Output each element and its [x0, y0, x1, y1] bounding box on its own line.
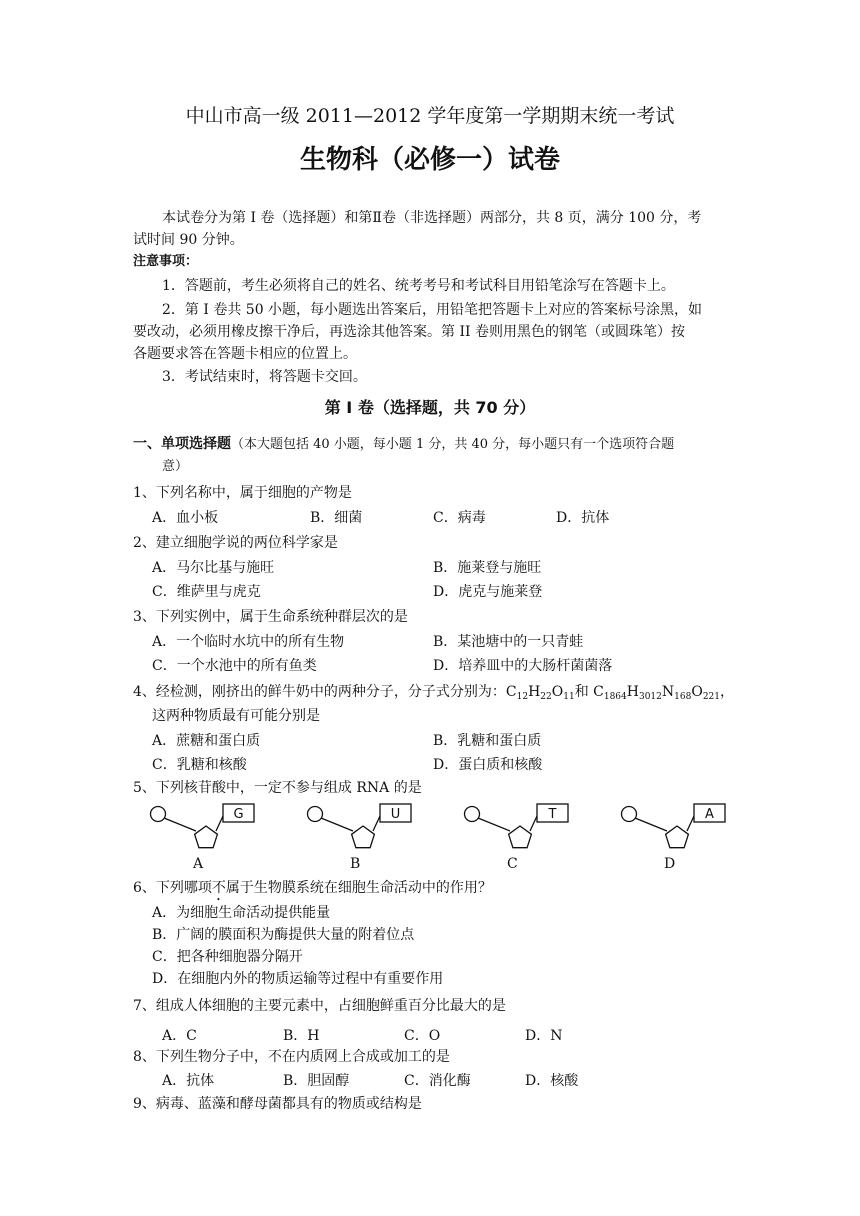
q4-option-b: B．乳糖和蛋白质	[433, 733, 542, 749]
sugar-pentagon	[509, 826, 532, 848]
q6-option-b: B．广阔的膜面积为酶提供大量的附着位点	[152, 927, 415, 943]
q7-option-c: C．O	[404, 1028, 441, 1044]
nucleotide-label-a: A	[193, 856, 204, 872]
q8-option-d: D．核酸	[525, 1073, 579, 1089]
q2-option-c: C．维萨里与虎克	[152, 584, 261, 600]
q1-option-b: B．细菌	[310, 510, 363, 526]
nucleotide-1	[151, 804, 255, 848]
base-letter: G	[233, 807, 244, 822]
subject-title: 生物科（必修一）试卷	[299, 145, 560, 175]
q1-option-c: C．病毒	[433, 510, 486, 526]
part-desc: （本大题包括 40 小题，每小题 1 分，共 40 分，每小题只有一个选项符合题	[231, 437, 675, 452]
phosphate-circle	[308, 807, 323, 822]
q6-emphasis: 不	[211, 880, 226, 896]
note-2-line-2: 要改动，必须用橡皮擦干净后，再选涂其他答案。第 II 卷则用黑色的钢笔（或圆珠笔）按	[133, 324, 685, 340]
notes-heading: 注意事项：	[133, 254, 199, 269]
note-2-line-1: 2．第 I 卷共 50 小题，每小题选出答案后，用铅笔把答题卡上对应的答案标号涂黑，如	[162, 302, 703, 318]
q5-stem: 5、下列核苷酸中，一定不参与组成 RNA 的是	[133, 780, 422, 796]
q6-option-c: C．把各种细胞器分隔开	[152, 949, 303, 965]
q9-stem: 9、病毒、蓝藻和酵母菌都具有的物质或结构是	[133, 1096, 422, 1112]
q4-stem-cont: 这两种物质最有可能分别是	[152, 708, 320, 724]
nucleotide-3	[465, 804, 569, 848]
q2-stem: 2、建立细胞学说的两位科学家是	[133, 535, 338, 551]
phosphate-bond	[635, 818, 667, 831]
note-1: 1．答题前，考生必须将自己的姓名、统考考号和考试科目用铅笔涂写在答题卡上。	[162, 278, 675, 294]
base-bond	[373, 816, 380, 831]
base-box	[537, 804, 568, 822]
part-desc-cont: 意）	[162, 459, 189, 474]
nucleotide-label-c: C	[507, 856, 518, 872]
q7-option-d: D．N	[525, 1028, 563, 1044]
base-bond	[687, 816, 694, 831]
sugar-pentagon	[666, 826, 689, 848]
nucleotide-4	[622, 804, 726, 848]
intro-line-1: 本试卷分为第 I 卷（选择题）和第Ⅱ卷（非选择题）两部分，共 8 页，满分 100 分，考	[162, 210, 702, 226]
q8-stem: 8、下列生物分子中，不在内质网上合成或加工的是	[133, 1049, 450, 1065]
part-heading	[133, 434, 674, 455]
nucleotide-label-d: D	[664, 856, 676, 872]
base-box	[694, 804, 725, 822]
q3-stem: 3、下列实例中，属于生命系统种群层次的是	[133, 609, 408, 625]
q4-option-a: A．蔗糖和蛋白质	[152, 733, 261, 749]
sugar-pentagon	[195, 826, 218, 848]
base-letter: A	[705, 807, 714, 822]
part-label: 一、单项选择题	[133, 436, 231, 452]
intro-line-2: 试时间 90 分钟。	[133, 232, 244, 248]
q3-option-d: D．培养皿中的大肠杆菌菌落	[433, 658, 613, 674]
phosphate-circle	[151, 807, 166, 822]
base-letter: T	[548, 807, 557, 822]
q4-option-c: C．乳糖和核酸	[152, 757, 247, 773]
q3-option-b: B．某池塘中的一只青蛙	[433, 634, 584, 650]
phosphate-circle	[465, 807, 480, 822]
phosphate-bond	[321, 818, 353, 831]
exam-title: 中山市高一级 2011—2012 学年度第一学期期末统一考试	[185, 105, 675, 127]
formula-1: $C_{12}H_{22}O_{11}$	[505, 684, 575, 702]
q4-option-d: D．蛋白质和核酸	[433, 757, 543, 773]
formula-2: $C_{1864}H_{3012}N_{168}O_{221}$	[593, 684, 720, 702]
q4-stem-text: 4、经检测，刚挤出的鲜牛奶中的两种分子，分子式分别为：	[133, 684, 506, 700]
q8-option-b: B．胆固醇	[283, 1073, 350, 1089]
q3-option-a: A．一个临时水坑中的所有生物	[152, 634, 345, 650]
q6-option-d: D．在细胞内外的物质运输等过程中有重要作用	[152, 971, 444, 987]
q7-stem: 7、组成人体细胞的主要元素中，占细胞鲜重百分比最大的是	[133, 998, 506, 1014]
q7-option-b: B．H	[283, 1028, 320, 1044]
q2-option-a: A．马尔比基与施旺	[152, 560, 275, 576]
q8-option-c: C．消化酶	[404, 1073, 471, 1089]
q2-option-b: B．施莱登与施旺	[433, 560, 542, 576]
q3-option-c: C．一个水池中的所有鱼类	[152, 658, 317, 674]
note-3: 3．考试结束时，将答题卡交回。	[162, 369, 367, 385]
q8-option-a: A．抗体	[162, 1073, 215, 1089]
q4-stem: 4、经检测，刚挤出的鲜牛奶中的两种分子，分子式分别为：$C_{12}H_{22}O_{11}$和 $C_{1864}H_{3012}N_{168}O_{221}$，	[133, 684, 734, 702]
base-box	[223, 804, 254, 822]
nucleotide-2	[308, 804, 412, 848]
q6-option-a: A．为细胞生命活动提供能量	[152, 905, 331, 921]
base-box	[380, 804, 411, 822]
q6-stem: 6、下列哪项不属于生物膜系统在细胞生命活动中的作用？	[133, 880, 492, 896]
q2-option-d: D．虎克与施莱登	[433, 584, 543, 600]
q1-option-a: A．血小板	[152, 510, 219, 526]
sugar-pentagon	[352, 826, 375, 848]
q7-option-a: A．C	[162, 1028, 197, 1044]
q1-option-d: D．抗体	[556, 510, 610, 526]
nucleotide-label-b: B	[350, 856, 361, 872]
phosphate-bond	[478, 818, 510, 831]
note-2-line-3: 各题要求答在答题卡相应的位置上。	[133, 346, 357, 362]
base-bond	[216, 816, 223, 831]
phosphate-bond	[164, 818, 196, 831]
q1-stem: 1、下列名称中，属于细胞的产物是	[133, 485, 352, 501]
base-letter: U	[390, 807, 401, 822]
phosphate-circle	[622, 807, 637, 822]
section-title: 第 I 卷（选择题，共 70 分）	[324, 398, 536, 417]
base-bond	[530, 816, 537, 831]
